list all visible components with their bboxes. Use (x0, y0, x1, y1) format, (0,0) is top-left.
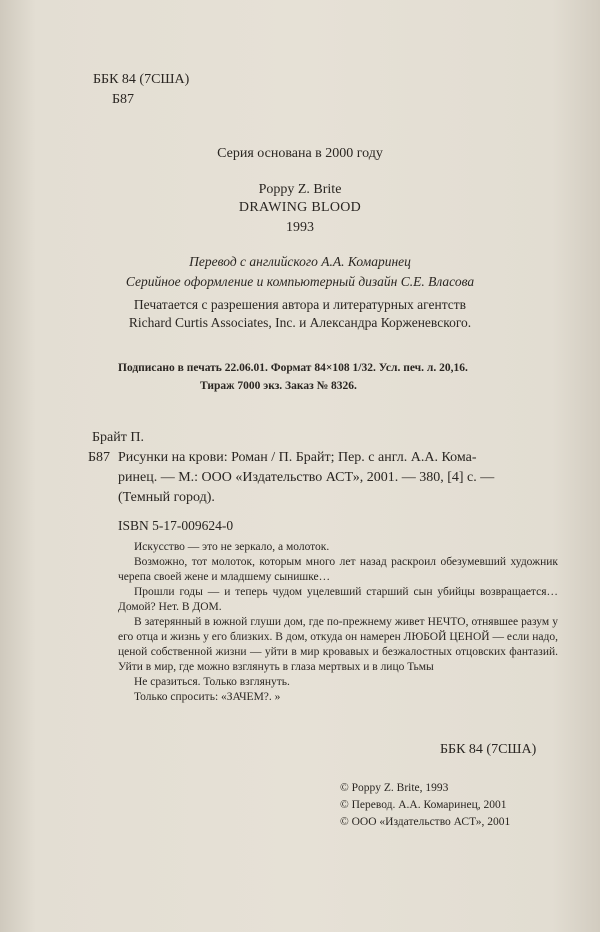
annotation (118, 540, 558, 705)
annotation-paragraph: Прошли годы — и теперь чудом уцелевший старший сын убийцы возвращается… Домой? Нет. В ДОМ. (118, 586, 558, 613)
copyright-publisher: © ООО «Издательство АСТ», 2001 (340, 816, 511, 828)
print-info-line-2: Тираж 7000 экз. Заказ № 8326. (200, 380, 357, 392)
catalog-author: Брайт П. (92, 430, 144, 445)
year-en: 1993 (286, 220, 314, 235)
code-top: Б87 (112, 92, 135, 107)
title-en: DRAWING BLOOD (238, 200, 362, 215)
copyright-translation: © Перевод. А.А. Комаринец, 2001 (340, 799, 507, 811)
annotation-paragraph: Только спросить: «ЗАЧЕМ?. » (134, 691, 281, 703)
permission-line-2: Richard Curtis Associates, Inc. и Александра Корженевского. (128, 315, 472, 330)
bbk-top: ББК 84 (7США) (93, 72, 190, 87)
catalog-line-1: Рисунки на крови: Роман / П. Брайт; Пер. с англ. А.А. Кома- (118, 450, 477, 465)
series-line: Серия основана в 2000 году (217, 146, 383, 161)
permission-line-1: Печатается с разрешения автора и литературных агентств (133, 297, 467, 312)
copyright-author: © Poppy Z. Brite, 1993 (340, 782, 449, 794)
design-credit: Серийное оформление и компьютерный дизайн С.Е. Власова (125, 274, 475, 289)
translation-credit: Перевод с английского А.А. Комаринец (189, 254, 411, 269)
author-en: Poppy Z. Brite (258, 182, 342, 197)
isbn: ISBN 5-17-009624-0 (118, 518, 234, 533)
annotation-paragraph: Не сразиться. Только взглянуть. (134, 676, 290, 688)
annotation-paragraph: Искусство — это не зеркало, а молоток. (134, 541, 330, 553)
print-info-line-1: Подписано в печать 22.06.01. Формат 84×108 1/32. Усл. печ. л. 20,16. (118, 362, 468, 374)
catalog-line-3: (Темный город). (118, 490, 215, 505)
annotation-paragraph: Возможно, тот молоток, которым много лет назад раскроил обезумевший художник черепа своей жене и младшему сынишке… (118, 556, 558, 583)
catalog-line-2: ринец. — М.: ООО «Издательство АСТ», 2001. — 380, [4] с. — (118, 470, 495, 485)
annotation-paragraph: В затерянный в южной глуши дом, где по-прежнему живет НЕЧТО, отнявшее разум у его отца и жизнь у его близких. В дом, откуда он намерен ЛЮБОЙ ЦЕНОЙ — если надо, ценой собственной жизни — уйти в мир кровавых и безжалостных отцовских фантазий. Уйти в мир, где можно взглянуть в глаза мертвых и в лицо Тьмы (118, 616, 558, 673)
catalog-code: Б87 (88, 450, 111, 465)
bbk-bottom: ББК 84 (7США) (440, 742, 537, 757)
